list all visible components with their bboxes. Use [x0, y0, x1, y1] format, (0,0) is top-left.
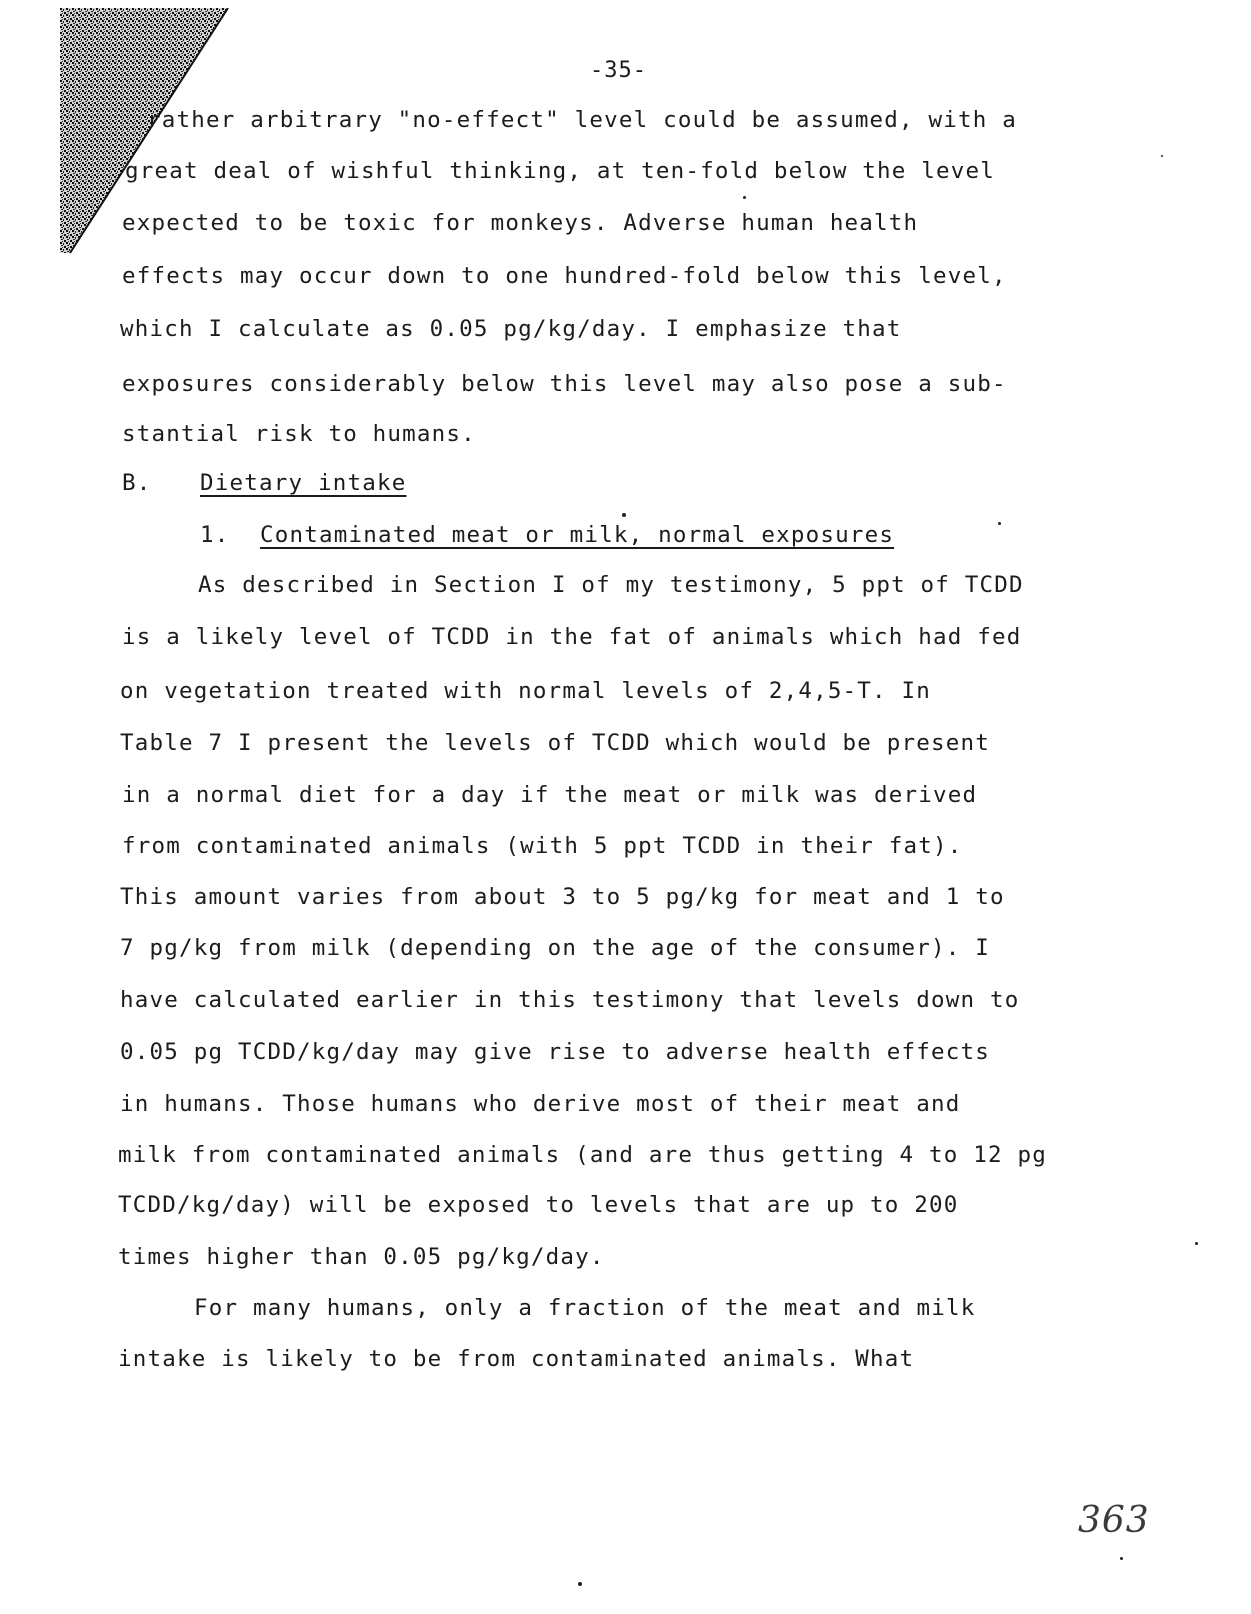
- speck: [622, 513, 626, 517]
- text-line: Table 7 I present the levels of TCDD which would be present: [120, 730, 991, 756]
- section-heading-title: Dietary intake: [200, 470, 407, 496]
- text-line: have calculated earlier in this testimony that levels down to: [120, 987, 1020, 1013]
- speck: [998, 522, 1001, 525]
- text-line: TCDD/kg/day) will be exposed to levels that are up to 200: [118, 1192, 959, 1218]
- page-number: -35-: [590, 58, 647, 83]
- speck: [578, 1582, 582, 1586]
- text-line: rather arbitrary "no-effect" level could be assumed, with a: [147, 107, 1018, 133]
- text-line: For many humans, only a fraction of the meat and milk: [194, 1295, 976, 1321]
- text-line: milk from contaminated animals (and are thus getting 4 to 12 pg: [118, 1142, 1048, 1168]
- text-line: This amount varies from about 3 to 5 pg/kg for meat and 1 to: [120, 884, 1005, 910]
- text-line: 7 pg/kg from milk (depending on the age of the consumer). I: [120, 935, 991, 961]
- text-line: is a likely level of TCDD in the fat of animals which had fed: [122, 624, 1022, 650]
- text-line: in a normal diet for a day if the meat or milk was derived: [122, 782, 978, 808]
- subheading-title: Contaminated meat or milk, normal exposures: [260, 522, 895, 548]
- speck: [1120, 1557, 1123, 1560]
- speck: [1161, 155, 1163, 157]
- text-line: intake is likely to be from contaminated animals. What: [118, 1346, 915, 1372]
- text-line: 0.05 pg TCDD/kg/day may give rise to adverse health effects: [120, 1039, 991, 1065]
- text-line: expected to be toxic for monkeys. Adverse human health: [122, 210, 919, 236]
- text-line: stantial risk to humans.: [122, 421, 476, 447]
- text-line: effects may occur down to one hundred-fold below this level,: [122, 263, 1007, 289]
- text-line: exposures considerably below this level may also pose a sub-: [122, 371, 1007, 397]
- subheading-number: 1.: [200, 522, 230, 548]
- text-line: As described in Section I of my testimony, 5 ppt of TCDD: [198, 572, 1024, 598]
- text-line: in humans. Those humans who derive most of their meat and: [120, 1091, 961, 1117]
- text-line: times higher than 0.05 pg/kg/day.: [118, 1244, 605, 1270]
- speck: [743, 196, 746, 199]
- page-stamp-number: 363: [1078, 1500, 1150, 1541]
- section-heading-letter: B.: [122, 470, 152, 496]
- text-line: which I calculate as 0.05 pg/kg/day. I emphasize that: [120, 316, 902, 342]
- speck: [1195, 1242, 1198, 1245]
- text-line: from contaminated animals (with 5 ppt TCDD in their fat).: [122, 833, 963, 859]
- text-line: on vegetation treated with normal levels of 2,4,5-T. In: [120, 678, 932, 704]
- text-line: great deal of wishful thinking, at ten-fold below the level: [125, 158, 996, 184]
